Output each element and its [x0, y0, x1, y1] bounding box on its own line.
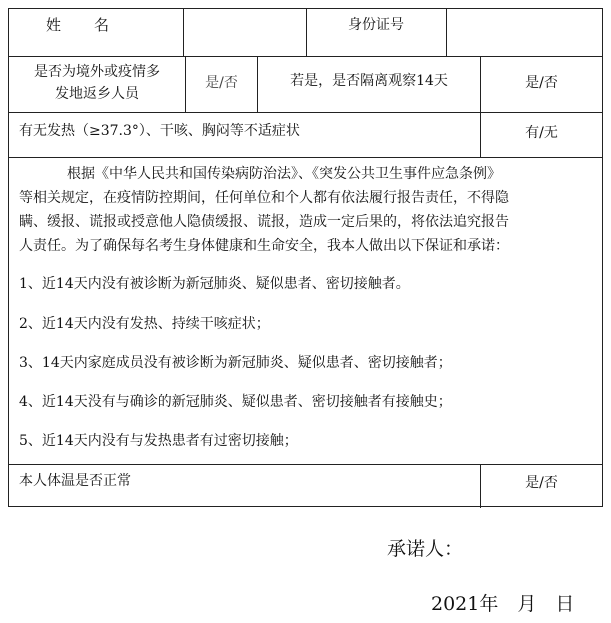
- row-divider: [9, 112, 602, 113]
- quarantine-answer[interactable]: 是/否: [525, 75, 558, 91]
- pledge-item-5: 5、近14天内没有与发热患者有过密切接触；: [19, 433, 298, 449]
- name-input[interactable]: [185, 13, 305, 53]
- declaration-line-1: 根据《中华人民共和国传染病防治法》、《突发公共卫生事件应急条例》: [67, 166, 501, 182]
- symptom-question: 有无发热（≥37.3°）、干咳、胸闷等不适症状: [19, 123, 300, 139]
- row-divider: [9, 157, 602, 158]
- declaration-line-3: 瞒、缓报、谎报或授意他人隐债缓报、谎报，造成一定后果的，将依法追究报告: [19, 214, 509, 230]
- declaration-paragraph: [19, 162, 597, 258]
- temperature-answer[interactable]: 是/否: [525, 475, 558, 491]
- id-number-label: 身份证号: [348, 17, 404, 33]
- row-divider: [9, 56, 602, 57]
- pledge-item-1: 1、近14天内没有被诊断为新冠肺炎、疑似患者、密切接触者。: [19, 276, 410, 292]
- overseas-return-question-line-2: 发地返乡人员: [55, 86, 139, 102]
- promiser-label: 承诺人：: [387, 538, 464, 560]
- symptom-answer[interactable]: 有/无: [525, 125, 558, 141]
- quarantine-question: 若是，是否隔离观察14天: [290, 73, 448, 89]
- declaration-line-4: 人责任。为了确保每名考生身体健康和生命安全，我本人做出以下保证和承诺：: [19, 238, 509, 254]
- overseas-return-answer[interactable]: 是/否: [205, 75, 238, 91]
- pledge-item-3: 3、14天内家庭成员没有被诊断为新冠肺炎、疑似患者、密切接触者；: [19, 355, 452, 371]
- overseas-return-question: [11, 61, 183, 105]
- date-label: 2021年 月 日: [431, 593, 575, 615]
- temperature-question: 本人体温是否正常: [19, 473, 131, 489]
- id-number-input[interactable]: [447, 11, 601, 53]
- declaration-line-2: 等相关规定，在疫情防控期间，任何单位和个人都有依法履行报告责任，不得隐: [19, 190, 509, 206]
- col-divider: [183, 9, 184, 56]
- pledge-item-2: 2、近14天内没有发热、持续干咳症状；: [19, 316, 270, 332]
- pledge-item-4: 4、近14天没有与确诊的新冠肺炎、疑似患者、密切接触者有接触史；: [19, 394, 452, 410]
- row-divider: [9, 464, 602, 465]
- declaration-form-table: [8, 8, 603, 507]
- overseas-return-question-line-1: 是否为境外或疫情多: [34, 64, 160, 80]
- name-label: 姓 名: [46, 16, 111, 34]
